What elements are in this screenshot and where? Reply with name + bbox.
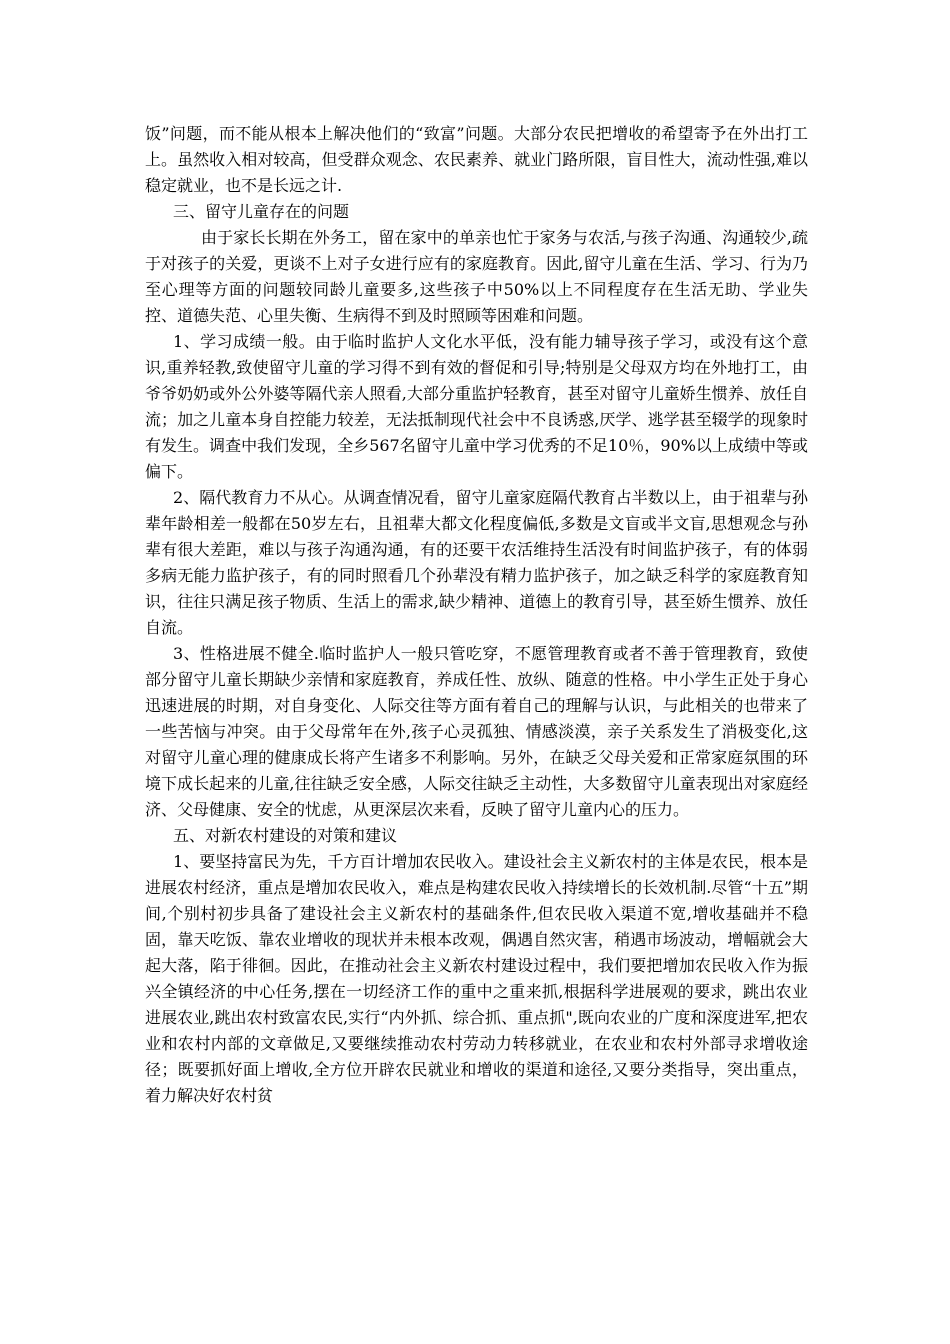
document-page xyxy=(145,121,808,1109)
section-heading-countermeasures: 五、对新农村建设的对策和建议 xyxy=(173,826,398,845)
paragraph-continuation: 饭”问题，而不能从根本上解决他们的“致富”问题。大部分农民把增收的希望寄予在外出打工上。虽然收入相对较高，但受群众观念、农民素养、就业门路所限，盲目性大，流动性强,难以稳定就业，也不是长远之计. xyxy=(145,124,808,195)
paragraph-intro-left-behind-children: 由于家长长期在外务工，留在家中的单亲也忙于家务与农活,与孩子沟通、沟通较少,疏于对孩子的关爱，更谈不上对子女进行应有的家庭教育。因此,留守儿童在生活、学习、行为乃至心理等方面的问题较同龄儿童要多,这些孩子中50%以上不同程度存在生活无助、学业失控、道德失范、心里失衡、生病得不到及时照顾等困难和问题。 xyxy=(145,228,808,325)
paragraph-study-performance: 1、学习成绩一般。由于临时监护人文化水平低，没有能力辅导孩子学习，或没有这个意识,重养轻教,致使留守儿童的学习得不到有效的督促和引导;特别是父母双方均在外地打工，由爷爷奶奶或外公外婆等隔代亲人照看,大部分重监护轻教育，甚至对留守儿童娇生惯养、放任自流；加之儿童本身自控能力较差，无法抵制现代社会中不良诱惑,厌学、逃学甚至辍学的现象时有发生。调查中我们发现，全乡567名留守儿童中学习优秀的不足10％，90%以上成绩中等或偏下。 xyxy=(145,332,808,481)
paragraph-personality-development: 3、性格进展不健全.临时监护人一般只管吃穿，不愿管理教育或者不善于管理教育，致使部分留守儿童长期缺少亲情和家庭教育，养成任性、放纵、随意的性格。中小学生正处于身心迅速进展的时期，对自身变化、人际交往等方面有着自己的理解与认识，与此相关的也带来了一些苦恼与冲突。由于父母常年在外,孩子心灵孤独、情感淡漠，亲子关系发生了消极变化,这对留守儿童心理的健康成长将产生诸多不利影响。另外，在缺乏父母关爱和正常家庭氛围的环境下成长起来的儿童,往往缺乏安全感，人际交往缺乏主动性，大多数留守儿童表现出对家庭经济、父母健康、安全的忧虑，从更深层次来看，反映了留守儿童内心的压力。 xyxy=(145,644,808,819)
paragraph-enrich-farmers: 1、要坚持富民为先，千方百计增加农民收入。建设社会主义新农村的主体是农民，根本是进展农村经济，重点是增加农民收入，难点是构建农民收入持续增长的长效机制.尽管“十五”期间,个别村初步具备了建设社会主义新农村的基础条件,但农民收入渠道不宽,增收基础并不稳固，靠天吃饭、靠农业增收的现状并未根本改观，偶遇自然灾害，稍遇市场波动，增幅就会大起大落，陷于徘徊。因此，在推动社会主义新农村建设过程中，我们要把增加农民收入作为振兴全镇经济的中心任务,摆在一切经济工作的重中之重来抓,根据科学进展观的要求，跳出农业进展农业,跳出农村致富农民,实行“内外抓、综合抓、重点抓",既向农业的广度和深度进军,把农业和农村内部的文章做足,又要继续推动农村劳动力转移就业，在农业和农村外部寻求增收途径；既要抓好面上增收,全方位开辟农民就业和增收的渠道和途径,又要分类指导，突出重点，着力解决好农村贫 xyxy=(145,852,808,1105)
paragraph-grandparent-education: 2、隔代教育力不从心。从调查情况看，留守儿童家庭隔代教育占半数以上，由于祖辈与孙辈年龄相差一般都在50岁左右，且祖辈大都文化程度偏低,多数是文盲或半文盲,思想观念与孙辈有很大差距，难以与孩子沟通沟通，有的还要干农活维持生活没有时间监护孩子，有的体弱多病无能力监护孩子，有的同时照看几个孙辈没有精力监护孩子，加之缺乏科学的家庭教育知识，往往只满足孩子物质、生活上的需求,缺少精神、道德上的教育引导，甚至娇生惯养、放任自流。 xyxy=(145,488,808,637)
section-heading-left-behind-children: 三、留守儿童存在的问题 xyxy=(173,202,350,221)
